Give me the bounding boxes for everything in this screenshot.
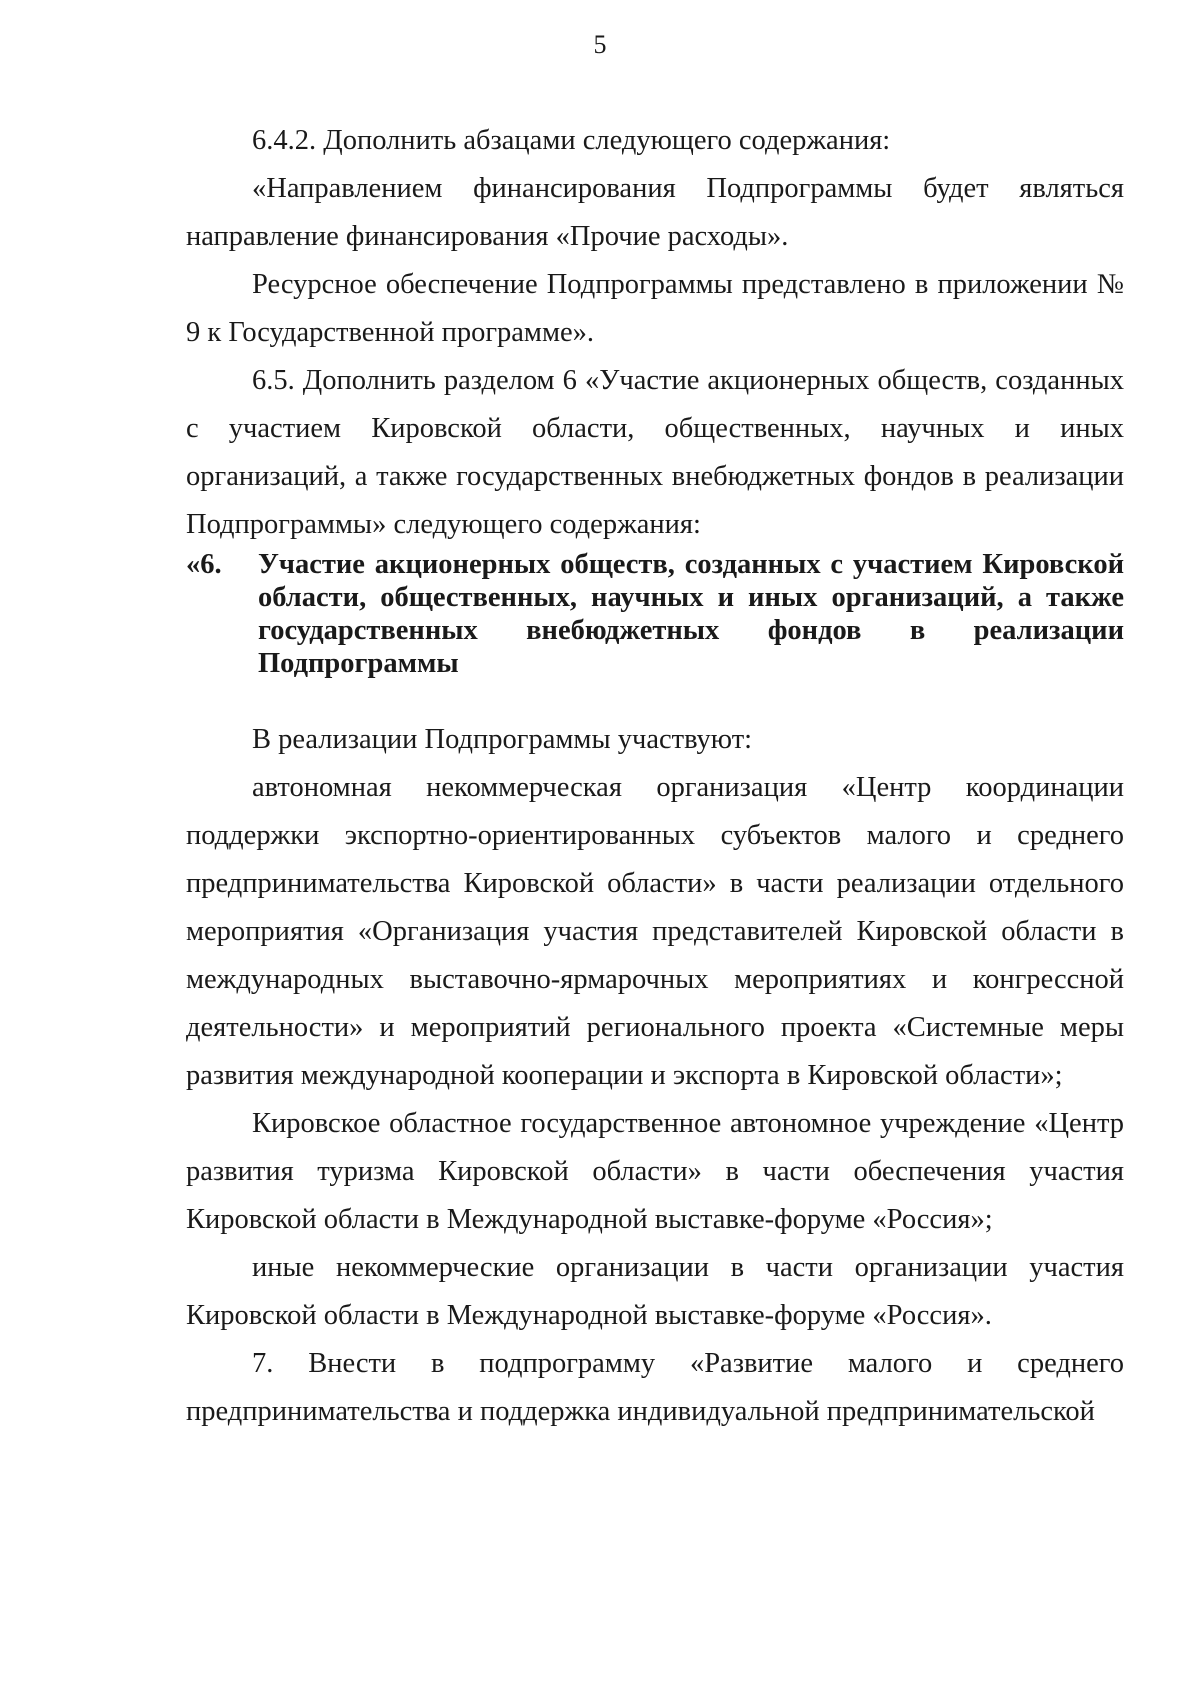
paragraph-6-4-2: 6.4.2. Дополнить абзацами следующего содержания: [252, 125, 891, 156]
paragraph-6-5: 6.5. Дополнить разделом 6 «Участие акционерных обществ, созданных с участием Кировской области, общественных, научных и иных организаций, а также государственных внебюджетных фондов в реализации Подпрограммы» следующего содержания: [186, 365, 1124, 540]
paragraph-participants-intro: В реализации Подпрограммы участвуют: [252, 724, 753, 755]
paragraph-tourism-center: Кировское областное государственное автономное учреждение «Центр развития туризма Кировской области» в части обеспечения участия Кировской области в Международной выставке-форуме «Россия»; [186, 1108, 1124, 1235]
section-heading-number: «6. [186, 549, 222, 580]
paragraph-other-organizations: иные некоммерческие организации в части организации участия Кировской области в Международной выставке-форуме «Россия». [186, 1252, 1124, 1331]
section-heading [186, 548, 1124, 680]
paragraph-export-center: автономная некоммерческая организация «Центр координации поддержки экспортно-ориентированных субъектов малого и среднего предпринимательства Кировской области» в части реализации отдельного мероприятия «Организация участия представителей Кировской области в международных выставочно-ярмарочных мероприятиях и конгрессной деятельности» и мероприятий регионального проекта «Системные меры развития международной кооперации и экспорта в Кировской области»; [186, 772, 1124, 1091]
paragraph-financing-direction: «Направлением финансирования Подпрограммы будет являться направление финансирования «Прочие расходы». [186, 173, 1124, 252]
section-heading-title: Участие акционерных обществ, созданных с участием Кировской области, общественных, научных и иных организаций, а также государственных внебюджетных фондов в реализации Подпрограммы [258, 549, 1124, 679]
text-block-amendments [186, 117, 1124, 549]
paragraph-item-7: 7. Внести в подпрограмму «Развитие малого и среднего предпринимательства и поддержка индивидуальной предпринимательской [186, 1348, 1124, 1427]
text-block-participants [186, 716, 1124, 1436]
paragraph-resource-provision: Ресурсное обеспечение Подпрограммы представлено в приложении № 9 к Государственной программе». [186, 269, 1124, 348]
page-number: 5 [593, 30, 607, 59]
section-heading-6 [186, 548, 1124, 680]
